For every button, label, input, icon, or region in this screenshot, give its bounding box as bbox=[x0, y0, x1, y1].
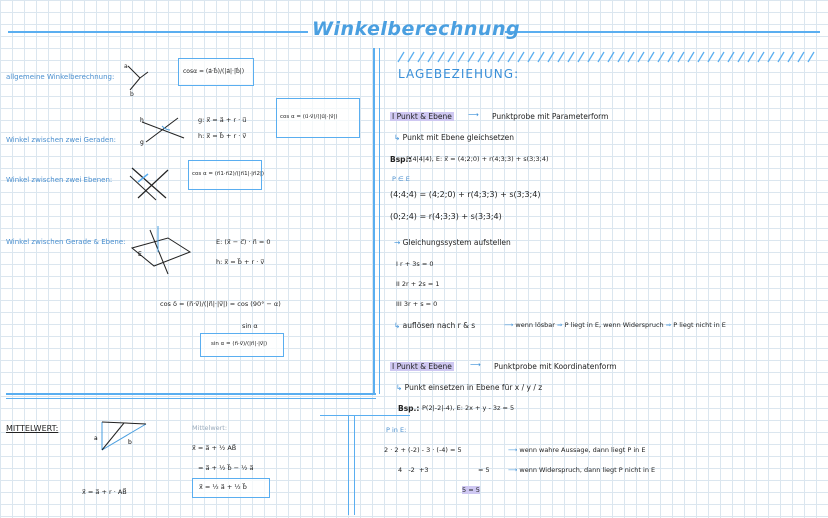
svg-text:a: a bbox=[124, 63, 128, 70]
label-allgemein: allgemeine Winkelberechnung: bbox=[6, 73, 115, 81]
label-geraden: Winkel zwischen zwei Geraden: bbox=[6, 136, 116, 144]
s1-w1-text: wenn lösbar bbox=[515, 321, 555, 329]
plane-e-eq: E: (x⃗ − c⃗) · n⃗ = 0 bbox=[216, 238, 271, 246]
s1-g2: II 2r + 2s = 1 bbox=[396, 280, 440, 288]
s2-pe: P in E: bbox=[386, 426, 407, 434]
mittelwert-l3: x⃗ = ½ a⃗ + ½ b⃗ bbox=[199, 483, 247, 491]
s2-bsp: P(2|-2|-4), E: 2x + y - 3z = 5 bbox=[422, 404, 515, 412]
s1-w1r-text: P liegt in E bbox=[564, 321, 599, 329]
s2-r2: ⟶ wenn Widerspruch, dann liegt P nicht in E bbox=[508, 466, 656, 474]
formula-box-ebenen bbox=[188, 160, 265, 190]
s2-c2a: 4 -2 +3 bbox=[398, 466, 429, 474]
lines-angle-sketch bbox=[138, 112, 188, 146]
divider-vertical-bottom-2 bbox=[354, 415, 355, 515]
svg-text:b: b bbox=[128, 439, 132, 446]
s1-pe: P ∈ E bbox=[392, 175, 410, 183]
s2-r2-text: wenn Widerspruch, dann liegt P nicht in E bbox=[519, 466, 656, 474]
s1-step: ↳ Punkt mit Ebene gleichsetzen bbox=[394, 133, 515, 142]
s2-tag bbox=[390, 362, 454, 371]
s2-arrow: ⟶ bbox=[470, 360, 481, 369]
mittelwert-l2: = a⃗ + ½ b⃗ − ½ a⃗ bbox=[198, 464, 254, 472]
formula-box-geraden bbox=[276, 98, 360, 138]
formula-cos-delta: cos δ = (n⃗·v⃗)/(|n⃗|·|v⃗|) = cos (90° − α) bbox=[160, 300, 281, 308]
s1-gls-text: Gleichungssystem aufstellen bbox=[402, 238, 511, 247]
svg-text:g: g bbox=[140, 139, 144, 146]
svg-text:b: b bbox=[130, 91, 134, 98]
hatch-decoration bbox=[394, 50, 820, 64]
label-gerade-ebene: Winkel zwischen Gerade & Ebene: bbox=[6, 238, 126, 246]
divider-horizontal-left bbox=[6, 393, 376, 395]
mittelwert-heading: MITTELWERT: bbox=[6, 424, 59, 433]
s1-w1: ⟶ wenn lösbar ⇒ P liegt in E, wenn Widerspruch ⇒ P liegt nicht in E bbox=[504, 321, 726, 329]
s1-step-text: Punkt mit Ebene gleichsetzen bbox=[402, 133, 515, 142]
title-line-right bbox=[505, 31, 820, 33]
svg-text:h: h bbox=[140, 117, 144, 124]
s2-c1: 2 · 2 + (-2) - 3 · (-4) = 5 bbox=[384, 446, 462, 454]
divider-horizontal-bottom bbox=[320, 415, 410, 416]
line-plane-sketch bbox=[128, 222, 194, 278]
s2-r1-text: wenn wahre Aussage, dann liegt P in E bbox=[519, 446, 646, 454]
mittelwert-sub: Mittelwert: bbox=[192, 424, 228, 432]
s1-title: Punktprobe mit Parameterform bbox=[492, 112, 609, 121]
s1-solve-text: auflösen nach r & s bbox=[402, 321, 476, 330]
s1-g3: III 3r + s = 0 bbox=[396, 300, 438, 308]
s1-w2-text: , wenn Widerspruch bbox=[599, 321, 664, 329]
lage-heading: LAGEBEZIEHUNG: bbox=[398, 67, 520, 81]
s1-g1: I r + 3s = 0 bbox=[396, 260, 434, 268]
s1-bsp: P(4|4|4), E: x⃗ = (4;2;0) + r(4;3;3) + s(3;3;4) bbox=[406, 155, 549, 163]
s2-tag-text: I Punkt & Ebene bbox=[392, 362, 452, 371]
s1-gls: → Gleichungssystem aufstellen bbox=[394, 238, 511, 247]
formula-sin: sin α = (n⃗·v⃗)/(|n⃗|·|v⃗|) bbox=[211, 341, 268, 347]
s1-arrow: ⟶ bbox=[468, 110, 479, 119]
s1-eq2: (0;2;4) = r(4;3;3) + s(3;3;4) bbox=[390, 212, 502, 221]
formula-allgemein: cosα = (a⃗·b⃗)/(|a⃗|·|b⃗|) bbox=[183, 68, 245, 75]
title-line-left bbox=[8, 31, 308, 33]
s2-step-text: Punkt einsetzen in Ebene für x / y / z bbox=[404, 383, 543, 392]
s1-bsp-label: Bsp.: bbox=[390, 155, 412, 164]
divider-vertical-bottom bbox=[348, 415, 349, 515]
s2-r1: ⟶ wenn wahre Aussage, dann liegt P in E bbox=[508, 446, 646, 454]
s2-bsp-label: Bsp.: bbox=[398, 404, 420, 413]
mittelwert-sketch bbox=[88, 414, 162, 454]
s2-c2b: = 5 bbox=[478, 466, 490, 474]
mittelwert-l1: x⃗ = a⃗ + ½ AB⃗ bbox=[192, 444, 237, 452]
s2-title: Punktprobe mit Koordinatenform bbox=[494, 362, 617, 371]
planes-angle-sketch bbox=[128, 162, 172, 202]
mittelwert-box bbox=[192, 478, 270, 498]
vector-angle-sketch bbox=[118, 58, 158, 98]
s1-eq1: (4;4;4) = (4;2;0) + r(4;3;3) + s(3;3;4) bbox=[390, 190, 541, 199]
divider-horizontal-left-2 bbox=[6, 398, 376, 399]
s2-c3: 5 = 5 bbox=[462, 486, 480, 494]
mittelwert-formula-left: x⃗ = a⃗ + r · AB⃗ bbox=[82, 488, 127, 496]
divider-vertical-main bbox=[373, 48, 375, 394]
line-h: h: x⃗ = b⃗ + r · v⃗ bbox=[198, 132, 247, 140]
s1-w2r-text: P liegt nicht in E bbox=[673, 321, 726, 329]
line-h-eq: h: x⃗ = b⃗ + r · v⃗ bbox=[216, 258, 265, 266]
svg-text:a: a bbox=[94, 435, 98, 442]
line-g: g: x⃗ = a⃗ + r · u⃗ bbox=[198, 116, 247, 124]
formula-geraden: cos α = (u⃗·v⃗)/(|u⃗|·|v⃗|) bbox=[280, 114, 338, 120]
label-ebenen: Winkel zwischen zwei Ebenen: bbox=[6, 176, 113, 184]
s2-step: ↳ Punkt einsetzen in Ebene für x / y / z bbox=[396, 383, 543, 392]
svg-text:E: E bbox=[138, 251, 142, 258]
formula-ebenen: cos α = (n⃗1·n⃗2)/(|n⃗1|·|n⃗2|) bbox=[192, 171, 265, 177]
formula-under: sin α bbox=[242, 322, 258, 330]
formula-box-sin bbox=[200, 333, 284, 357]
s1-solve: ↳ auflösen nach r & s bbox=[394, 321, 476, 330]
divider-vertical-main-2 bbox=[379, 48, 380, 394]
page-title: Winkelberechnung bbox=[312, 18, 521, 40]
formula-box-allgemein bbox=[178, 58, 254, 86]
s1-tag-text: I Punkt & Ebene bbox=[392, 112, 452, 121]
s1-tag bbox=[390, 112, 454, 121]
